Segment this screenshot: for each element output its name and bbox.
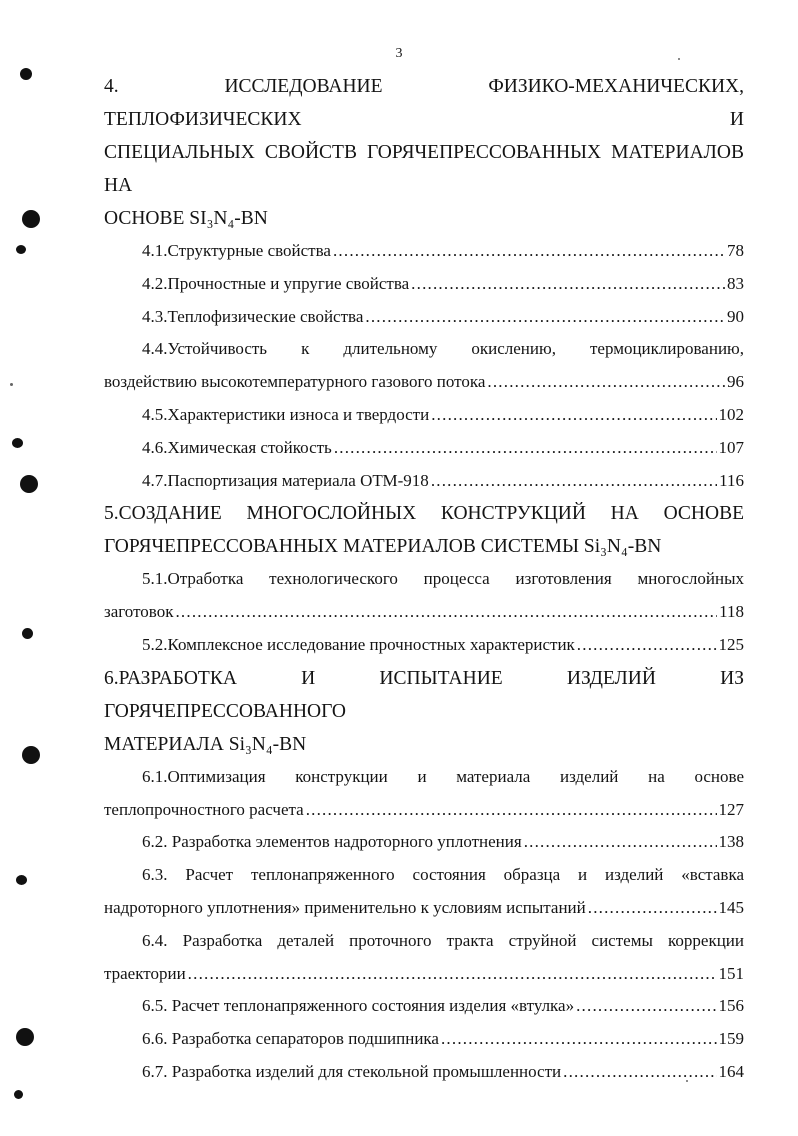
toc-entry-title-cont: воздействию высокотемпературного газового потока	[104, 372, 486, 392]
section-heading	[104, 497, 744, 563]
dot-leader	[431, 399, 716, 432]
toc-entry-title: 6.4. Разработка деталей проточного тракта струйной системы коррекции	[142, 930, 744, 950]
section-heading-line: 4. ИССЛЕДОВАНИЕ ФИЗИКО-МЕХАНИЧЕСКИХ, ТЕПЛОФИЗИЧЕСКИХ И	[104, 76, 744, 130]
toc-entry-page: 156	[718, 996, 744, 1016]
dot-leader	[365, 301, 725, 334]
toc-entry	[104, 859, 744, 925]
toc-entry	[104, 235, 744, 268]
section-heading-line: ГОРЯЧЕПРЕССОВАННЫХ МАТЕРИАЛОВ СИСТЕМЫ Si₃N₄-BN	[104, 536, 662, 558]
toc-entry	[104, 563, 744, 629]
dot-leader	[487, 366, 725, 399]
toc-entry-page: 159	[718, 1029, 744, 1049]
scan-speck	[10, 383, 13, 386]
toc-entry	[104, 465, 744, 498]
toc-entry-page: 107	[718, 437, 744, 457]
dot-leader	[175, 596, 717, 629]
toc-entry-page: 127	[718, 799, 744, 819]
toc-entry	[104, 333, 744, 399]
toc-entry-title: 4.1.Структурные свойства	[142, 241, 331, 260]
scan-speck	[678, 58, 680, 60]
page-number: 3	[395, 46, 403, 61]
section-heading-line: 5.СОЗДАНИЕ МНОГОСЛОЙНЫХ КОНСТРУКЦИЙ НА ОСНОВЕ	[104, 503, 744, 525]
toc-entry	[104, 990, 744, 1023]
toc-entry-title-cont: траектории	[104, 963, 186, 983]
binder-hole-mark	[14, 1090, 23, 1099]
binder-hole-mark	[20, 475, 38, 493]
toc-entry-title: 6.3. Расчет теплонапряженного состояния образца и изделий «вставка	[142, 865, 744, 885]
toc-entry-title: 5.1.Отработка технологического процесса изготовления многослойных	[142, 569, 744, 589]
toc-entry-title: 4.2.Прочностные и упругие свойства	[142, 273, 410, 293]
toc-entry	[104, 1023, 744, 1056]
binder-hole-mark	[22, 210, 40, 228]
toc-entry-title: 4.3.Теплофизические свойства	[142, 306, 364, 326]
dot-leader	[524, 826, 717, 859]
section-heading-line: 6.РАЗРАБОТКА И ИСПЫТАНИЕ ИЗДЕЛИЙ ИЗ ГОРЯЧЕПРЕССОВАННОГО	[104, 667, 744, 722]
toc-entry-title-cont: заготовок	[104, 602, 174, 622]
scan-speck	[686, 1080, 688, 1082]
binder-hole-mark	[22, 746, 40, 764]
toc-entry	[104, 432, 744, 465]
toc-entry	[104, 629, 744, 662]
toc-entry-page: 164	[718, 1061, 744, 1081]
toc-entry	[104, 399, 744, 432]
toc-entry	[104, 301, 744, 334]
toc-entry	[104, 925, 744, 991]
toc-entry-title: 6.2. Разработка элементов надроторного уплотнения	[142, 832, 522, 852]
section-heading-line: ОСНОВЕ SI₃N₄-BN	[104, 208, 268, 229]
toc-entry-title-cont: надроторного уплотнения» применительно к условиям испытаний	[104, 897, 586, 917]
toc-entry-title: 4.4.Устойчивость к длительному окислению, термоциклированию,	[142, 339, 744, 359]
dot-leader	[588, 892, 717, 925]
toc-entry-title: 4.5.Характеристики износа и твердости	[142, 404, 430, 424]
dot-leader	[188, 958, 717, 991]
binder-hole-mark	[16, 875, 27, 885]
toc-entry-title: 6.1.Оптимизация конструкции и материала изделий на основе	[142, 766, 744, 786]
toc-entry-title: 4.7.Паспортизация материала ОТМ-918	[142, 470, 429, 490]
section-heading	[104, 70, 744, 235]
toc-entry-title: 6.6. Разработка сепараторов подшипника	[142, 1029, 439, 1049]
toc-entry-title: 6.7. Разработка изделий для стекольной промышленности	[142, 1061, 562, 1081]
toc-entry-page: 96	[727, 372, 744, 392]
toc-entry-page: 90	[727, 306, 744, 326]
binder-hole-mark	[22, 628, 33, 639]
toc-entry-title: 6.5. Расчет теплонапряженного состояния изделия «втулка»	[142, 996, 575, 1016]
dot-leader	[441, 1023, 717, 1056]
table-of-contents	[104, 70, 744, 1089]
dot-leader	[431, 465, 717, 498]
toc-entry	[104, 826, 744, 859]
toc-entry-page: 116	[719, 470, 744, 490]
toc-entry-page: 125	[718, 634, 744, 654]
toc-entry	[104, 268, 744, 301]
section-heading	[104, 662, 744, 761]
toc-entry-page: 78	[727, 241, 744, 260]
dot-leader	[563, 1056, 716, 1089]
toc-entry-page: 102	[718, 404, 744, 424]
toc-entry-page: 151	[718, 963, 744, 983]
section-heading-line: МАТЕРИАЛА Si₃N₄-BN	[104, 733, 307, 755]
dot-leader	[334, 432, 717, 465]
binder-hole-mark	[20, 68, 32, 80]
toc-entry-page: 118	[719, 602, 744, 622]
toc-entry-page: 83	[727, 273, 744, 293]
dot-leader	[576, 990, 716, 1023]
dot-leader	[306, 794, 717, 827]
binder-hole-mark	[12, 438, 23, 448]
binder-hole-mark	[16, 1028, 34, 1046]
section-heading-line: СПЕЦИАЛЬНЫХ СВОЙСТВ ГОРЯЧЕПРЕССОВАННЫХ МАТЕРИАЛОВ НА	[104, 142, 744, 196]
toc-entry-title: 5.2.Комплексное исследование прочностных характеристик	[142, 634, 575, 654]
toc-entry-page: 138	[718, 832, 744, 852]
toc-entry-title-cont: теплопрочностного расчета	[104, 799, 304, 819]
dot-leader	[411, 268, 725, 301]
toc-entry	[104, 1056, 744, 1089]
dot-leader	[333, 235, 725, 268]
dot-leader	[577, 629, 717, 662]
toc-entry	[104, 761, 744, 827]
toc-entry-page: 145	[718, 897, 744, 917]
binder-hole-mark	[16, 245, 26, 254]
toc-entry-title: 4.6.Химическая стойкость	[142, 437, 332, 457]
